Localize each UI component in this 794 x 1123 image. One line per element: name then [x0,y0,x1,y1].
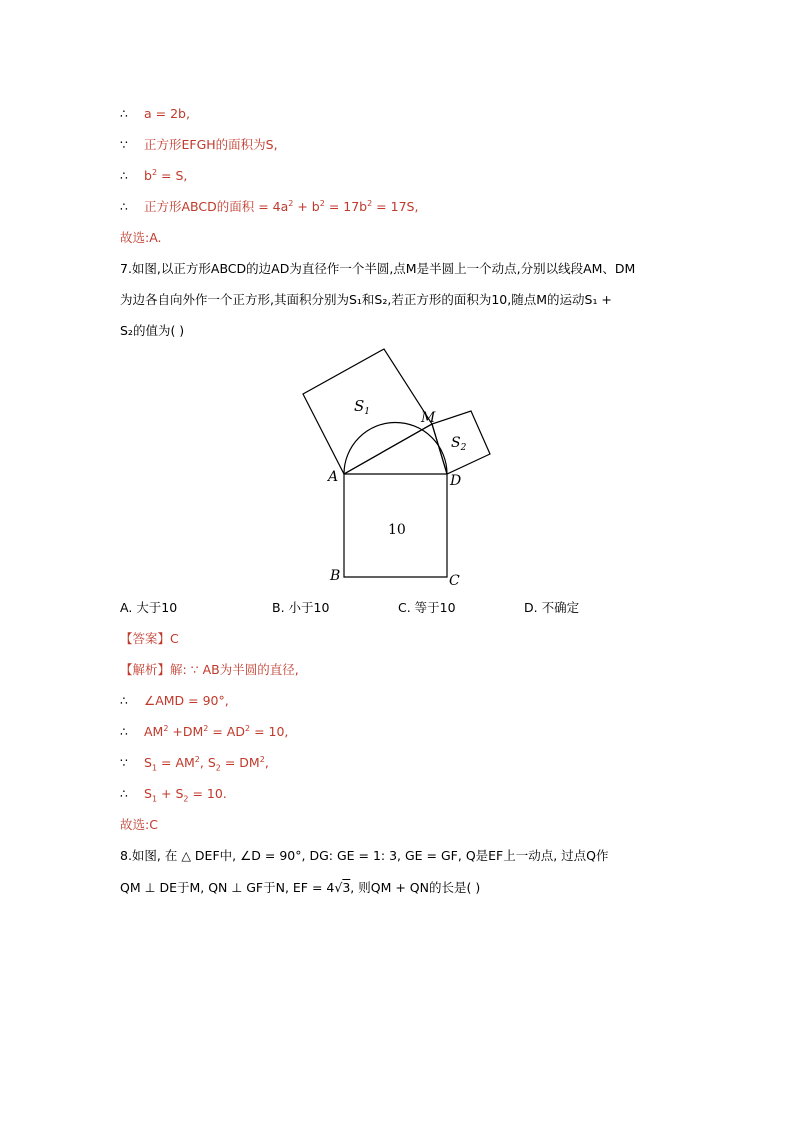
solution-choice: 故选:A. [120,230,162,245]
label-area: 10 [388,522,406,538]
label-s1: $S_1$ [354,397,371,417]
solution-line: ∴ a = 2b, [120,106,190,121]
solution-line: ∵ 正方形EFGH的面积为S, [120,137,278,152]
option-c: C. 等于10 [398,600,456,615]
option-d: D. 不确定 [524,600,580,615]
analysis-line: ∴ $S_1 + S_2 = 10$. [120,786,227,804]
label-c: C [449,573,460,589]
label-s2: $S_2$ [451,435,467,453]
q7-text-line2: 为边各自向外作一个正方形,其面积分别为S₁和S₂,若正方形的面积为10,随点M的运动S₁ + [120,292,612,307]
analysis-line: ∴ ∠AMD = 90°, [120,693,229,708]
q7-text-line1: 7.如图,以正方形ABCD的边AD为直径作一个半圆,点M是半圆上一个动点,分别以线段AM、DM [120,261,636,276]
label-a: A [328,469,339,485]
q7-text-line3: S₂的值为( ) [120,323,185,338]
solution-line: ∴ $b^2 = S$, [120,167,188,183]
q8-text-line1: 8.如图, 在 △ DEF中, ∠D = 90°, DG: GE = 1: 3, GE = GF, Q是EF上一动点, 过点Q作 [120,848,609,863]
q7-analysis: 【解析】解: ∵ AB为半圆的直径, [120,662,299,677]
analysis-line: ∵ $S_1 = AM^2$, $S_2 = DM^2$, [120,754,269,773]
option-a: A. 大于10 [120,600,178,615]
semicircle [344,422,447,474]
q8-text-line2: QM ⊥ DE于M, QN ⊥ GF于N, EF = 4√3, 则QM + QN的长是( ) [120,880,481,895]
option-b: B. 小于10 [272,600,330,615]
solution-line: ∴ 正方形ABCD的面积 = $4a^2 + b^2 = 17b^2 = 17S$, [120,198,419,214]
q7-choice: 故选:C [120,817,158,832]
analysis-line: ∴ $AM^2 +DM^2 = AD^2 = 10$, [120,723,289,739]
label-b: B [330,568,341,584]
q7-answer: 【答案】C [120,631,179,646]
label-d: D [450,473,462,489]
label-m: M [421,410,436,426]
